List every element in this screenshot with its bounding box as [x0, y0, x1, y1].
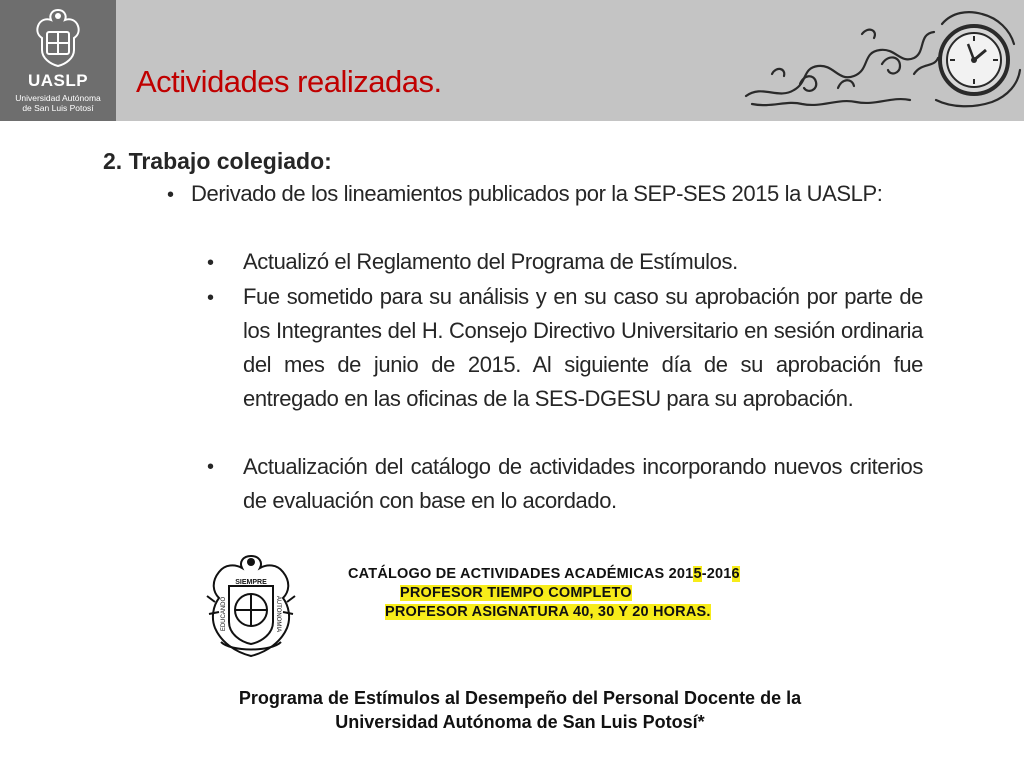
bullet-marker: • [207, 287, 215, 309]
logo-subtitle-line1: Universidad Autónoma [15, 93, 101, 103]
catalog-title [348, 566, 740, 582]
bullet-marker: • [167, 184, 175, 206]
catalog-subtitle-asignatura-text: PROFESOR ASIGNATURA 40, 30 Y 20 HORAS. [385, 604, 711, 620]
list-item: Fue sometido para su análisis y en su caso su aprobación por parte de los Integrantes del H. Consejo Directivo Universitario en sesión ordinaria del mes de junio de 2015. Al siguiente día de su aprobación fue entregado en las oficinas de la SES-DGESU para su aprobación. [243, 284, 923, 411]
list-item: Actualizó el Reglamento del Programa de Estímulos. [243, 249, 738, 274]
catalog-subtitle-asignatura [385, 604, 711, 620]
seal-text-left: EDUCANDO [221, 596, 227, 632]
catalog-year-highlight-1: 5 [693, 566, 702, 582]
catalog-title-prefix: CATÁLOGO DE ACTIVIDADES ACADÉMICAS 201 [348, 566, 694, 582]
program-title [200, 686, 840, 734]
catalog-subtitle-ptc-text: PROFESOR TIEMPO COMPLETO [400, 585, 632, 601]
program-title-line1: Programa de Estímulos al Desempeño del Personal Docente de la [238, 688, 802, 708]
slide-title: Actividades realizadas. [136, 64, 442, 99]
university-seal-icon [205, 552, 297, 662]
catalog-year-highlight-2: 6 [731, 566, 740, 582]
list-item: Actualización del catálogo de actividades incorporando nuevos criterios de evaluación con base en lo acordado. [243, 454, 923, 513]
logo-subtitle-line2: de San Luis Potosí [22, 103, 94, 113]
eagle-shield-icon [30, 6, 86, 68]
list-item: Derivado de los lineamientos publicados por la SEP-SES 2015 la UASLP: [191, 181, 883, 206]
uaslp-logo [0, 0, 116, 121]
bullet-marker: • [207, 456, 215, 478]
clock-ornament-icon [742, 4, 1024, 116]
catalog-title-mid: -201 [701, 566, 732, 582]
header-band [0, 0, 1024, 121]
bullet-marker: • [207, 252, 215, 274]
seal-text-right: AUTONOMIA [275, 595, 281, 633]
program-title-line2: Universidad Autónoma de San Luis Potosí* [335, 712, 705, 732]
catalog-subtitle-ptc [400, 585, 632, 601]
seal-text-top: SIEMPRE [235, 579, 267, 586]
section-heading: 2. Trabajo colegiado: [103, 148, 332, 174]
logo-wordmark: UASLP [27, 71, 89, 90]
